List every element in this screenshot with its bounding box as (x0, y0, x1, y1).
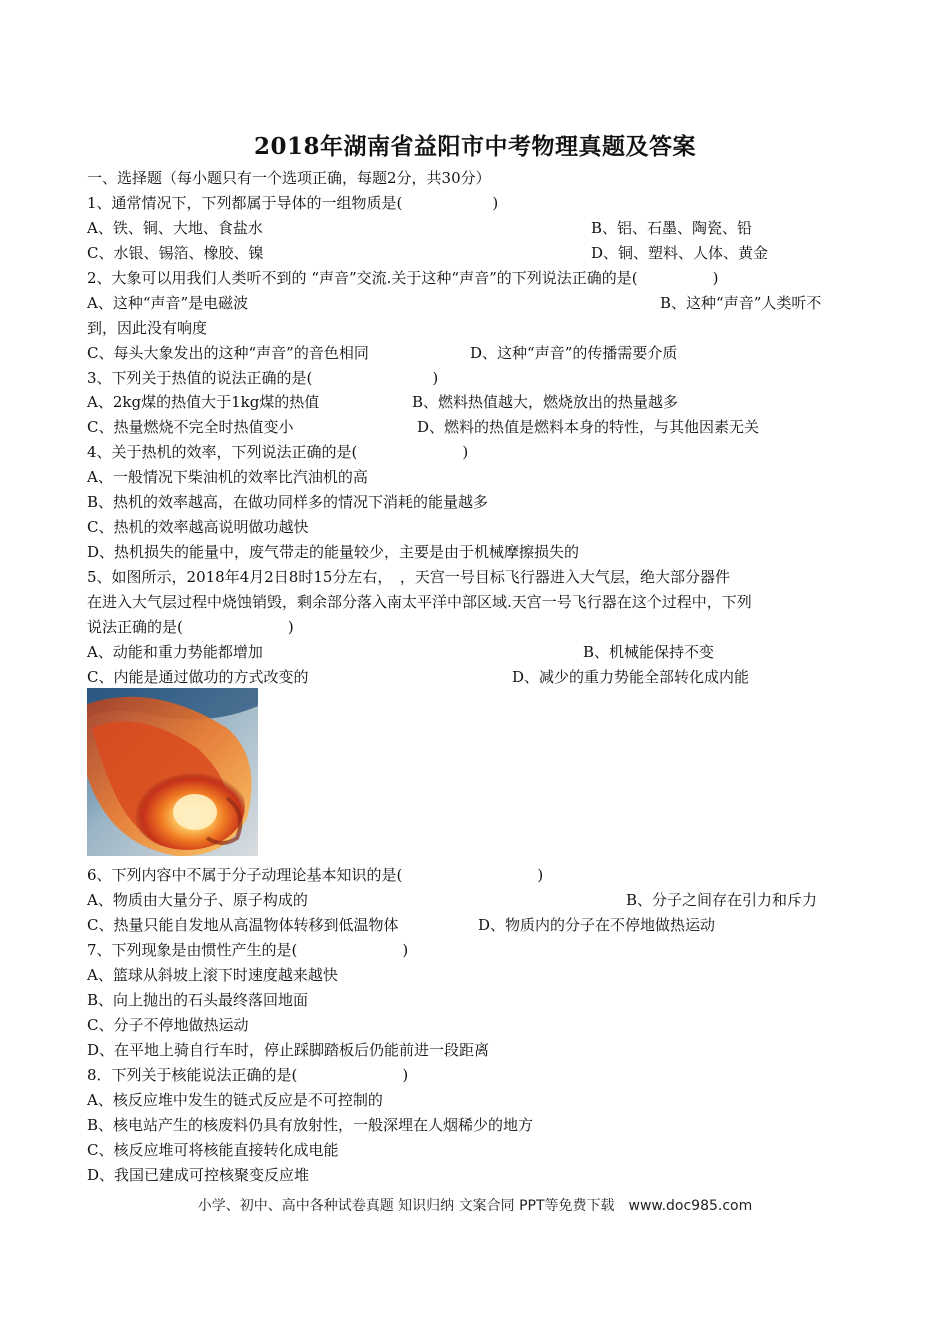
q5-stem-line1: 5、如图所示，2018年4月2日8时15分左右， ，天宫一号目标飞行器进入大气层，绝大部分器件 (87, 568, 730, 586)
q3-option-b: B、燃料热值越大，燃烧放出的热量越多 (412, 393, 679, 411)
q3-option-d: D、燃料的热值是燃料本身的特性，与其他因素无关 (417, 418, 760, 436)
q2-option-b-continued: 到，因此没有响度 (87, 319, 208, 337)
section-heading: 一、选择题（每小题只有一个选项正确，每题2分，共30分） (87, 169, 491, 187)
q8-option-d: D、我国已建成可控核聚变反应堆 (87, 1166, 310, 1184)
q1-option-b: B、铝、石墨、陶瓷、铅 (591, 219, 753, 237)
q6-option-d: D、物质内的分子在不停地做热运动 (478, 916, 716, 934)
q7-stem: 7、下列现象是由惯性产生的是( ) (87, 941, 409, 959)
q8-stem: 8．下列关于核能说法正确的是( ) (87, 1066, 409, 1084)
q8-option-a: A、核反应堆中发生的链式反应是不可控制的 (87, 1091, 383, 1109)
q2-option-d: D、这种“声音”的传播需要介质 (470, 344, 678, 362)
q2-option-c: C、每头大象发出的这种“声音”的音色相同 (87, 344, 369, 362)
q5-stem-line2: 在进入大气层过程中烧蚀销毁，剩余部分落入南太平洋中部区域.天宫一号飞行器在这个过程中，下列 (87, 593, 752, 611)
q7-option-c: C、分子不停地做热运动 (87, 1016, 249, 1034)
q8-option-c: C、核反应堆可将核能直接转化成电能 (87, 1141, 339, 1159)
q2-option-a: A、这种“声音”是电磁波 (87, 294, 249, 312)
q6-option-a: A、物质由大量分子、原子构成的 (87, 891, 308, 909)
q5-option-d: D、减少的重力势能全部转化成内能 (512, 668, 750, 686)
q6-option-c: C、热量只能自发地从高温物体转移到低温物体 (87, 916, 399, 934)
tiangong-reentry-image (87, 688, 258, 856)
q5-stem-line3: 说法正确的是( ) (87, 618, 294, 636)
q4-option-b: B、热机的效率越高，在做功同样多的情况下消耗的能量越多 (87, 493, 489, 511)
page-footer: 小学、初中、高中各种试卷真题 知识归纳 文案合同 PPT等免费下载 www.doc985.com (197, 1198, 753, 1214)
q3-option-c: C、热量燃烧不完全时热值变小 (87, 418, 294, 436)
q5-option-b: B、机械能保持不变 (583, 643, 715, 661)
q4-stem: 4、关于热机的效率，下列说法正确的是( ) (87, 443, 469, 461)
q7-option-b: B、向上抛出的石头最终落回地面 (87, 991, 309, 1009)
q1-stem: 1、通常情况下，下列都属于导体的一组物质是( ) (87, 194, 499, 212)
q3-stem: 3、下列关于热值的说法正确的是( ) (87, 369, 439, 387)
q4-option-c: C、热机的效率越高说明做功越快 (87, 518, 309, 536)
q5-option-a: A、动能和重力势能都增加 (87, 643, 263, 661)
page-title: 2018年湖南省益阳市中考物理真题及答案 (253, 133, 696, 160)
q4-option-d: D、热机损失的能量中，废气带走的能量较少，主要是由于机械摩擦损失的 (87, 543, 580, 561)
q2-stem: 2、大象可以用我们人类听不到的 “声音”交流.关于这种“声音”的下列说法正确的是( ) (87, 269, 719, 287)
q8-option-b: B、核电站产生的核废料仍具有放射性，一般深埋在人烟稀少的地方 (87, 1116, 534, 1134)
q6-stem: 6、下列内容中不属于分子动理论基本知识的是( ) (87, 866, 544, 884)
q6-option-b: B、分子之间存在引力和斥力 (626, 891, 818, 909)
q5-option-c: C、内能是通过做功的方式改变的 (87, 668, 309, 686)
q2-option-b: B、这种“声音”人类听不 (660, 294, 822, 312)
q1-option-d: D、铜、塑料、人体、黄金 (591, 244, 769, 262)
q3-option-a: A、2kg煤的热值大于1kg煤的热值 (87, 393, 320, 411)
q4-option-a: A、一般情况下柴油机的效率比汽油机的高 (87, 468, 368, 486)
q7-option-a: A、篮球从斜坡上滚下时速度越来越快 (87, 966, 338, 984)
q1-option-a: A、铁、铜、大地、食盐水 (87, 219, 263, 237)
q1-option-c: C、水银、锡箔、橡胶、镍 (87, 244, 264, 262)
q7-option-d: D、在平地上骑自行车时，停止踩脚踏板后仍能前进一段距离 (87, 1041, 490, 1059)
